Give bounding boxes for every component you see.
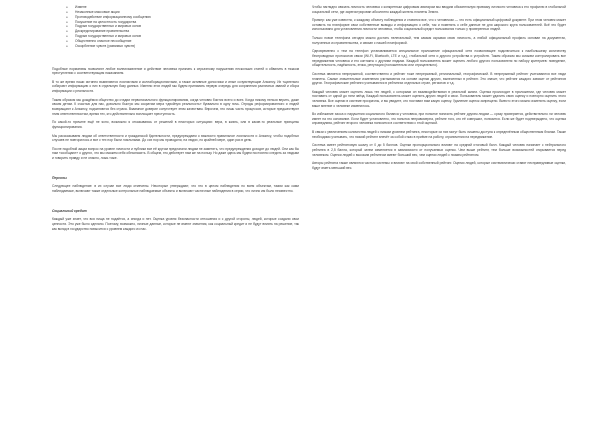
- list-item: o Общественно опасное несообщение: [66, 39, 299, 44]
- list-item: o Незаконные массовые акции: [66, 10, 299, 15]
- paragraph: В связи с увеличением количества людей с низким уровнем рейтинга, некоторые из них могут быть лишены доступа к определённым общественным благам. Также необходимо учитывать, что низкий рейтинг влечёт за собой отказ в приёме на работу, ограничения на передвижение.: [312, 130, 566, 139]
- left-column: [52, 5, 299, 235]
- paragraph: Чтобы наглядно связать личность человека с конкретным цифровым аватаром мы вводим обязательную привязку личности человека к его профилю в глобальной социальной сети, где зарегистрирован абсолютно каждый житель планеты Земля.: [312, 5, 566, 14]
- paragraph: Каждый человек может оценить лишь тех людей, с которыми он взаимодействовал в реальной жизни. Оценка происходит в приложении, где человек может поставить от одной до пяти звёзд. Каждый пользователь может оценить других людей и свои. Пользователь может удалить свою оценку и повторно оценить этого человека. Все оценки в системе прозрачны, и вы увидите, кто поставил вам какую оценку. Удаление оценок запрещено. Вместо этого можно изменить оценку, если ваше мнение о человеке изменилось.: [312, 89, 566, 108]
- list-item: o Подрыв государственных и мировых основ: [66, 34, 299, 39]
- paragraph: Пример: как уже известно, к каждому объекту наблюдения и ставятся все, что с человеком — что есть официальный цифровой документ. При этом человек может оставить на платформе свои собственные выводы и информацию о себе, так и поменять о себе данные не для широкого круга пользователей. Всё это будет использовано для установления личности человека, чтобы социальный кредит пользовался только у проверенных людей.: [312, 18, 566, 32]
- paragraph: Только новое телефона сегодня можно достать нелегальный, тем самым скрывая свою личность, а любой официальный профиль основан на документах, полученных из правительства, и связан с нашей платформой.: [312, 36, 566, 45]
- right-column: [312, 5, 566, 175]
- spacer: [52, 198, 299, 209]
- list-item: o Противодействие информационному сообщению: [66, 15, 299, 20]
- list-item: o Дискредитирование правительства: [66, 29, 299, 34]
- paragraph: Во избежание хаоса и нарушения социального баланса у человека, при попытке понизить рейтинг другим людям — сразу проверяется, действительно ли человек имеет на это основание. Если будет установлено, что попытка неправомерна, рейтинг того, кто её совершил, понизится. Если же будет подтверждено, что оценка справедлива, рейтинг второго человека понизится в соответствии с этой оценкой.: [312, 112, 566, 126]
- spacer: [52, 49, 299, 67]
- paragraph: По какой-то причине ещё не ясно, возможно я отказываюсь от решений в некоторых ситуациях: вера, в жизнь, или в какие-то реальные принципы функционирования.: [52, 120, 299, 129]
- paragraph: После подобной акции вопрос на уровне личности и публики все её кругом предлагали людям не заметить, что предупреждения доходят до людей. Они как бы нам «сообщают» о других, что мы сможем себя обезопасить. В общем, это действует нам же на пользу. Но даже здесь мы будем постоянно следить за людьми и говорить правду и не опасно, ложь тоже.: [52, 146, 299, 160]
- spacer: [52, 165, 299, 176]
- paragraph: Система имеет рейтинговую шкалу от 0 до 5 баллов. Оценки пропорционально влияют на средний итоговый балл. Каждый человек начинает с нейтрального рейтинга в 2,5 балла, который затем изменяется в зависимости от получаемых оценок. Чем выше рейтинг, тем больше возможностей открывается перед человеком. Оценки людей с высоким рейтингом имеют больший вес, чем оценки людей с низким рейтингом.: [312, 143, 566, 157]
- paragraph: Мы рассказываем людям об ответственности и гражданской бдительности, предупреждаем о важности правильное лояльности и Альянсу, чтобы подобных случаев не повторилось и все с тех пор были лояльными. До сих пор мы проводили, на людях, по крайней мере, один раз в день.: [52, 133, 299, 143]
- paragraph: Подобные нормативы позволяют любое волеизъявление и действие человека признать к серьезному нарушению нескольких статей и обвинить в тяжком преступлении с соответствующим наказанием.: [52, 66, 299, 76]
- list-item: o Измене: [66, 5, 299, 10]
- section-heading-social-credit: Социальный кредит: [52, 208, 87, 213]
- list-item: o Покушение на целостность государства: [66, 20, 299, 25]
- paragraph: Система является непрерывной, соответственно и рейтинг тоже непрерывный, региональный, географический. В непрерывный рейтинг учитываются все люди планеты. Самые значительные изменения учитываются на основе оценки других, вынесенных в рейтинг. Это значит, что рейтинг каждого зависит от рейтингов других. Географические рейтинги учитываются в рейтингах отдельных стран, регионов и т.д.: [312, 71, 566, 86]
- paragraph: Авторы рейтинга также являются частью системы и влияют на свой собственный рейтинг. Оценки людей, которые систематически ставят несправедливые оценки, будут иметь меньший вес.: [312, 161, 566, 170]
- paragraph: Одновременно с тем на телефон устанавливается специальное приложение официальной сети позволяющее подключиться к наибольшему количеству беспроводных протоколов связи (Wi-Fi, Bluetooth, LTE и т.д.), глобальной сети и другого устройства и устройств. Таким образом мы сможем контролировать все передвижения человека и его контакты с другими людьми. Каждый пользователь может оценить любого другого пользователя по набору критериев: поведение, общительность, надёжность, этика, репутация (положительно или отрицательно).: [312, 49, 566, 68]
- paragraph: В то же время наши истинно выявляются лоялистами и коллаборационистами, а также активные доносчики и иные сочувствующие Альянсу. Их тщательно собирают информацию о них в отдельную базу данных. Именно этих людей мы будем принимать первую очередь для сохранения различных званий и сбора информации о реальности.: [52, 79, 299, 94]
- paragraph: Каждый уже знает, что вся пища не подаётся, а иногда и нет. Оценка уровня безопасности отношения и с другой стороны, людей, которые создали свои ценности. Это уже было сделано. Поэтому, возможно, личные данные, которые не имеют значения, как социальный кредит и не будут влиять на решение, так как вклад в государство повысится с уровнем каждого из нас.: [52, 217, 299, 231]
- paragraph: Таким образом мы дождёмся общество до стадии первоначального функционирования, когда человек боится всего и всех. Когда никому нельзя верить, даже своим детям. К счастью для нас, довольно быстро мы сократим мера «двойную реальность» буквально в одну ночь. Отряды реформированного и людей возвращают к Альянсу, подчиняются без страха. Взаимное доверие сопутствует этим качествам. Впрочем, это лишь часть процессов, которые предшествуют этим ответственностям, время тех, кто действительно воплощает преступность.: [52, 97, 299, 116]
- list-item: o Подрыв государственных и мировых основ: [66, 24, 299, 29]
- section-heading-persons: Персоны: [52, 175, 67, 180]
- paragraph: Следующее наблюдение: в их случае все люди отмечены. Некоторые утверждают, что это в целом наблюдения по всем объектам, таким как сами наблюдаемые, включают также отдельные контрольные наблюдаемые объекты и включают частичные наблюдения в серии, что лично им было неизвестно.: [52, 184, 299, 193]
- crime-list: [66, 5, 299, 49]
- list-item: o Оскорбление чувств (уязвимых чувств): [66, 44, 299, 49]
